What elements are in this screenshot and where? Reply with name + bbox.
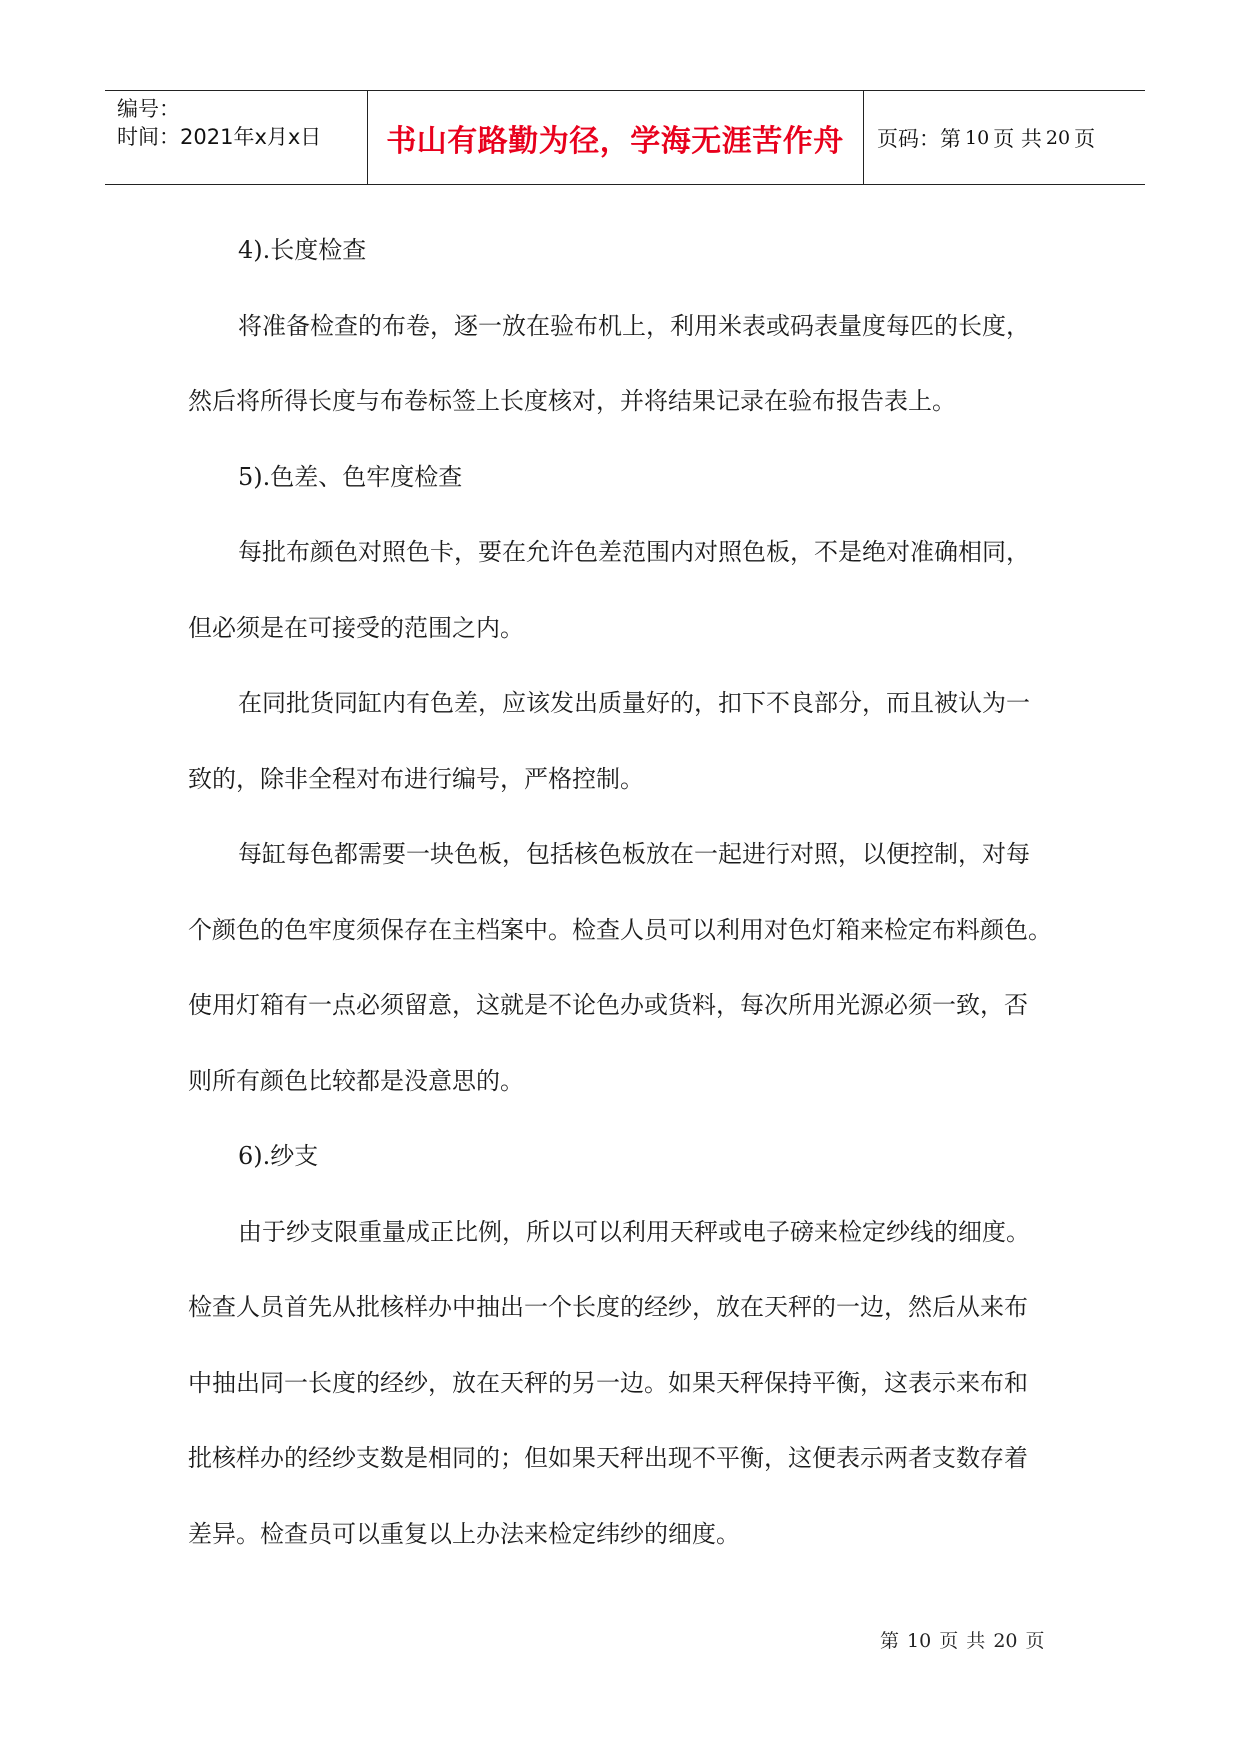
header-divider-left xyxy=(367,91,368,184)
document-body xyxy=(188,213,1068,1572)
code-label: 编号： xyxy=(117,97,180,121)
paragraph-line: 检查人员首先从批核样办中抽出一个长度的经纱，放在天秤的一边，然后从来布 xyxy=(188,1293,1028,1321)
page-current: 10 xyxy=(965,126,990,149)
page-mid: 页 共 xyxy=(993,126,1042,151)
heading-color-check: 5).色差、色牢度检查 xyxy=(238,462,463,491)
paragraph-line: 使用灯箱有一点必须留意，这就是不论色办或货料，每次所用光源必须一致，否 xyxy=(188,991,1028,1019)
paragraph-line: 中抽出同一长度的经纱，放在天秤的另一边。如果天秤保持平衡，这表示来布和 xyxy=(188,1368,1028,1397)
header-meta xyxy=(117,95,367,151)
paragraph-line: 但必须是在可接受的范围之内。 xyxy=(188,613,524,642)
paragraph-line: 每缸每色都需要一块色板，包括核色板放在一起进行对照，以便控制，对每 xyxy=(238,840,1030,868)
header-motto: 书山有路勤为径，学海无涯苦作舟 xyxy=(386,123,844,159)
page-footer: 第 10 页 共 20 页 xyxy=(880,1630,1045,1652)
paragraph-line: 在同批货同缸内有色差，应该发出质量好的，扣下不良部分，而且被认为一 xyxy=(238,689,1030,717)
paragraph-line: 每批布颜色对照色卡，要在允许色差范围内对照色板，不是绝对准确相同， xyxy=(238,538,1030,566)
page-suffix: 页 xyxy=(1074,126,1096,151)
page-total: 20 xyxy=(1045,126,1071,149)
paragraph-line: 由于纱支限重量成正比例，所以可以利用天秤或电子磅来检定纱线的细度。 xyxy=(238,1217,1030,1246)
paragraph-line: 将准备检查的布卷，逐一放在验布机上，利用米表或码表量度每匹的长度， xyxy=(238,311,1030,340)
paragraph-line: 批核样办的经纱支数是相同的；但如果天秤出现不平衡，这便表示两者支数存着 xyxy=(188,1444,1028,1472)
heading-length-check: 4).长度检查 xyxy=(238,236,367,264)
paragraph-line: 致的，除非全程对布进行编号，严格控制。 xyxy=(188,764,644,793)
paragraph-line: 差异。检查员可以重复以上办法来检定纬纱的细度。 xyxy=(188,1519,740,1548)
header-divider-right xyxy=(863,91,864,184)
paragraph-line: 则所有颜色比较都是没意思的。 xyxy=(188,1066,524,1095)
header-table xyxy=(105,90,1145,185)
paragraph-line: 个颜色的色牢度须保存在主档案中。检查人员可以利用对色灯箱来检定布料颜色。 xyxy=(188,915,1052,944)
page-prefix: 页码：第 xyxy=(877,126,961,151)
heading-yarn-count: 6).纱支 xyxy=(238,1142,319,1170)
paragraph-line: 然后将所得长度与布卷标签上长度核对，并将结果记录在验布报告表上。 xyxy=(188,387,956,415)
time-label: 时间：2021年x月x日 xyxy=(117,125,322,149)
header-page-info xyxy=(865,91,1145,184)
